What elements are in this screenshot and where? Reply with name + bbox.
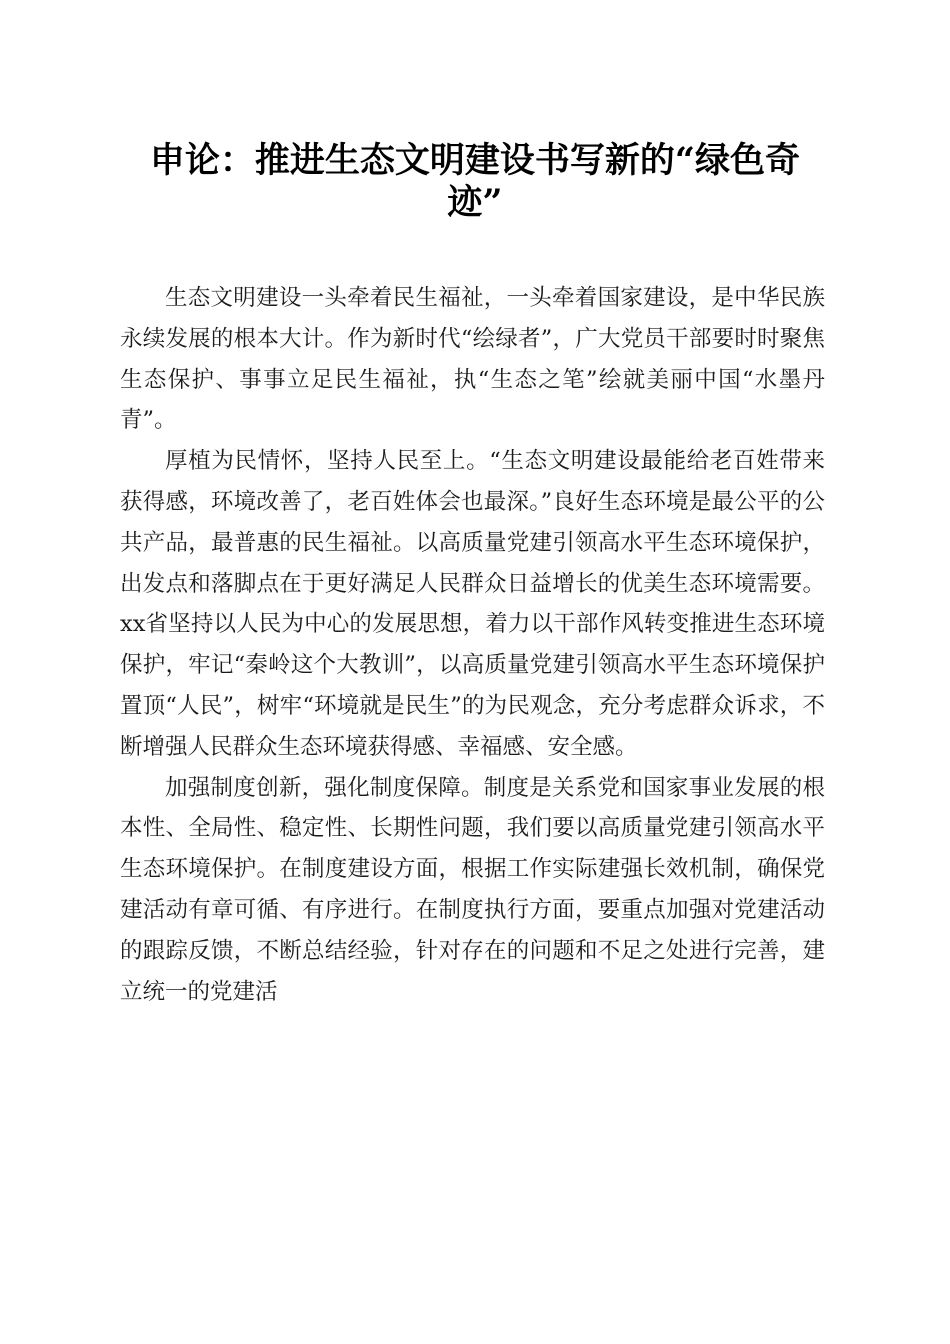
paragraph-1: 生态文明建设一头牵着民生福祉，一头牵着国家建设，是中华民族永续发展的根本大计。作为新时代“绘绿者”，广大党员干部要时时聚焦生态保护、事事立足民生福祉，执“生态之笔”绘就美丽中国“水墨丹青”。 — [120, 285, 825, 434]
title-line-1: 申论：推进生态文明建设书写新的“绿色奇 — [149, 140, 801, 181]
title-line-2: 迹” — [447, 182, 503, 223]
document-body — [120, 278, 825, 1012]
document-title — [120, 140, 830, 224]
paragraph-3: 加强制度创新，强化制度保障。制度是关系党和国家事业发展的根本性、全局性、稳定性、长期性问题，我们要以高质量党建引领高水平生态环境保护。在制度建设方面，根据工作实际建强长效机制，确保党建活动有章可循、有序进行。在制度执行方面，要重点加强对党建活动的跟踪反馈，不断总结经验，针对存在的问题和不足之处进行完善，建立统一的党建活 — [120, 774, 825, 1005]
paragraph-2: 厚植为民情怀，坚持人民至上。“生态文明建设最能给老百姓带来获得感，环境改善了，老百姓体会也最深。”良好生态环境是最公平的公共产品，最普惠的民生福祉。以高质量党建引领高水平生态环境保护，出发点和落脚点在于更好满足人民群众日益增长的优美生态环境需要。xx省坚持以人民为中心的发展思想，着力以干部作风转变推进生态环境保护，牢记“秦岭这个大教训”，以高质量党建引领高水平生态环境保护置顶“人民”，树牢“环境就是民生”的为民观念，充分考虑群众诉求，不断增强人民群众生态环境获得感、幸福感、安全感。 — [120, 448, 825, 760]
